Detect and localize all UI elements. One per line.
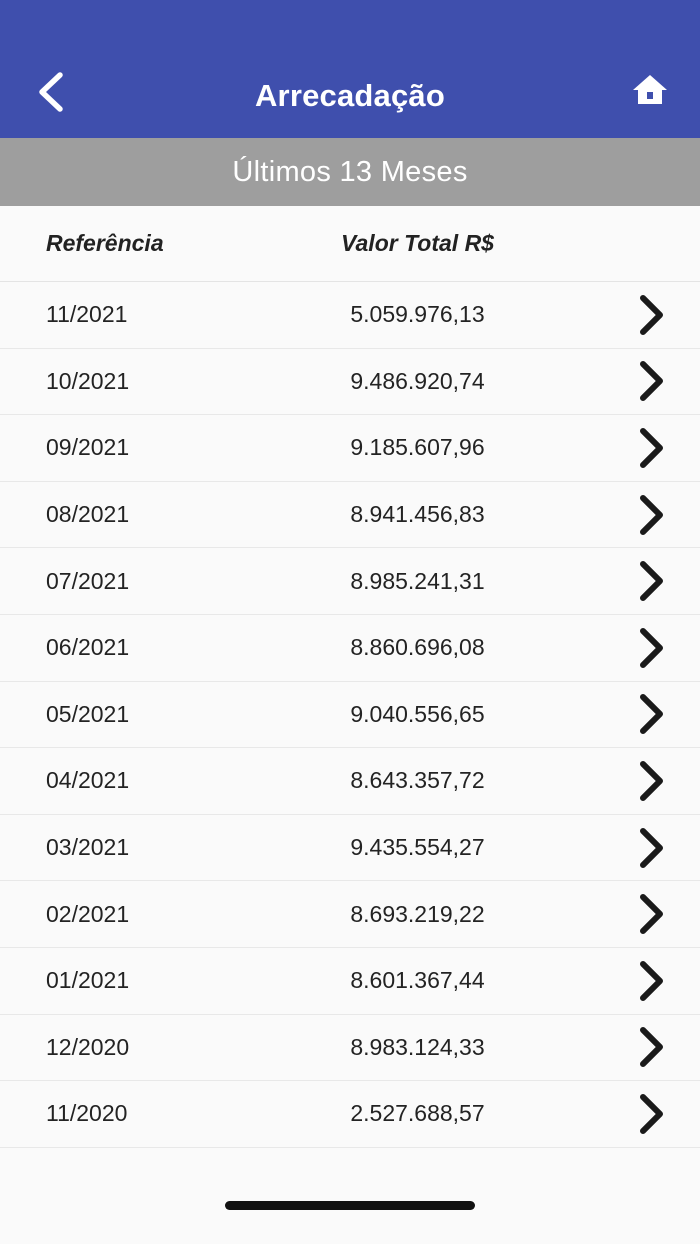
row-detail-button[interactable] xyxy=(604,893,700,935)
row-detail-button[interactable] xyxy=(604,1093,700,1135)
home-icon xyxy=(632,73,668,112)
table-row[interactable] xyxy=(0,748,700,815)
chevron-right-icon xyxy=(637,827,667,869)
chevron-right-icon xyxy=(637,760,667,802)
chevron-right-icon xyxy=(637,1026,667,1068)
table-row[interactable] xyxy=(0,349,700,416)
cell-reference: 11/2020 xyxy=(46,1100,128,1127)
chevron-right-icon xyxy=(637,494,667,536)
subheader-label: Últimos 13 Meses xyxy=(232,155,468,188)
cell-reference: 07/2021 xyxy=(46,567,130,594)
row-detail-button[interactable] xyxy=(604,494,700,536)
chevron-left-icon xyxy=(33,70,67,114)
cell-value: 8.941.456,83 xyxy=(350,501,485,528)
row-detail-button[interactable] xyxy=(604,1026,700,1068)
chevron-right-icon xyxy=(637,693,667,735)
chevron-right-icon xyxy=(637,1093,667,1135)
chevron-right-icon xyxy=(637,960,667,1002)
cell-reference: 02/2021 xyxy=(46,900,130,927)
subheader-bar xyxy=(0,138,700,206)
row-detail-button[interactable] xyxy=(604,427,700,469)
table-row[interactable] xyxy=(0,415,700,482)
table-row[interactable] xyxy=(0,1081,700,1148)
table-row[interactable] xyxy=(0,615,700,682)
chevron-right-icon xyxy=(637,360,667,402)
cell-value: 8.985.241,31 xyxy=(350,567,485,594)
row-detail-button[interactable] xyxy=(604,560,700,602)
cell-value: 9.040.556,65 xyxy=(350,700,485,727)
cell-value: 2.527.688,57 xyxy=(350,1100,485,1127)
app-bar xyxy=(0,0,700,138)
cell-reference: 05/2021 xyxy=(46,700,130,727)
cell-value: 8.601.367,44 xyxy=(350,967,485,994)
home-indicator[interactable] xyxy=(225,1201,475,1210)
cell-value: 9.185.607,96 xyxy=(350,434,485,461)
chevron-right-icon xyxy=(637,427,667,469)
chevron-right-icon xyxy=(637,560,667,602)
table-row[interactable] xyxy=(0,948,700,1015)
row-detail-button[interactable] xyxy=(604,360,700,402)
row-detail-button[interactable] xyxy=(604,294,700,336)
table-header-row xyxy=(0,206,700,282)
cell-value: 8.693.219,22 xyxy=(350,900,485,927)
cell-reference: 04/2021 xyxy=(46,767,130,794)
cell-reference: 06/2021 xyxy=(46,634,130,661)
row-detail-button[interactable] xyxy=(604,693,700,735)
row-detail-button[interactable] xyxy=(604,827,700,869)
chevron-right-icon xyxy=(637,294,667,336)
table-row[interactable] xyxy=(0,1015,700,1082)
row-detail-button[interactable] xyxy=(604,960,700,1002)
row-detail-button[interactable] xyxy=(604,627,700,669)
column-header-value: Valor Total R$ xyxy=(341,230,494,256)
cell-reference: 11/2021 xyxy=(46,301,128,328)
cell-reference: 08/2021 xyxy=(46,501,130,528)
cell-value: 8.643.357,72 xyxy=(350,767,485,794)
cell-value: 8.860.696,08 xyxy=(350,634,485,661)
cell-value: 9.435.554,27 xyxy=(350,834,485,861)
cell-value: 5.059.976,13 xyxy=(350,301,485,328)
table-row[interactable] xyxy=(0,482,700,549)
row-detail-button[interactable] xyxy=(604,760,700,802)
table-row[interactable] xyxy=(0,282,700,349)
home-button[interactable] xyxy=(626,68,674,116)
table-row[interactable] xyxy=(0,682,700,749)
table-row[interactable] xyxy=(0,548,700,615)
cell-value: 9.486.920,74 xyxy=(350,367,485,394)
cell-value: 8.983.124,33 xyxy=(350,1033,485,1060)
chevron-right-icon xyxy=(637,893,667,935)
cell-reference: 03/2021 xyxy=(46,834,130,861)
table-body xyxy=(0,282,700,1148)
chevron-right-icon xyxy=(637,627,667,669)
column-header-reference: Referência xyxy=(46,230,164,256)
cell-reference: 10/2021 xyxy=(46,367,130,394)
back-button[interactable] xyxy=(26,68,74,116)
table-row[interactable] xyxy=(0,881,700,948)
home-indicator-area xyxy=(0,1166,700,1244)
collection-table xyxy=(0,206,700,1166)
cell-reference: 12/2020 xyxy=(46,1033,130,1060)
cell-reference: 01/2021 xyxy=(46,967,130,994)
table-row[interactable] xyxy=(0,815,700,882)
page-title: Arrecadação xyxy=(254,78,446,113)
cell-reference: 09/2021 xyxy=(46,434,130,461)
